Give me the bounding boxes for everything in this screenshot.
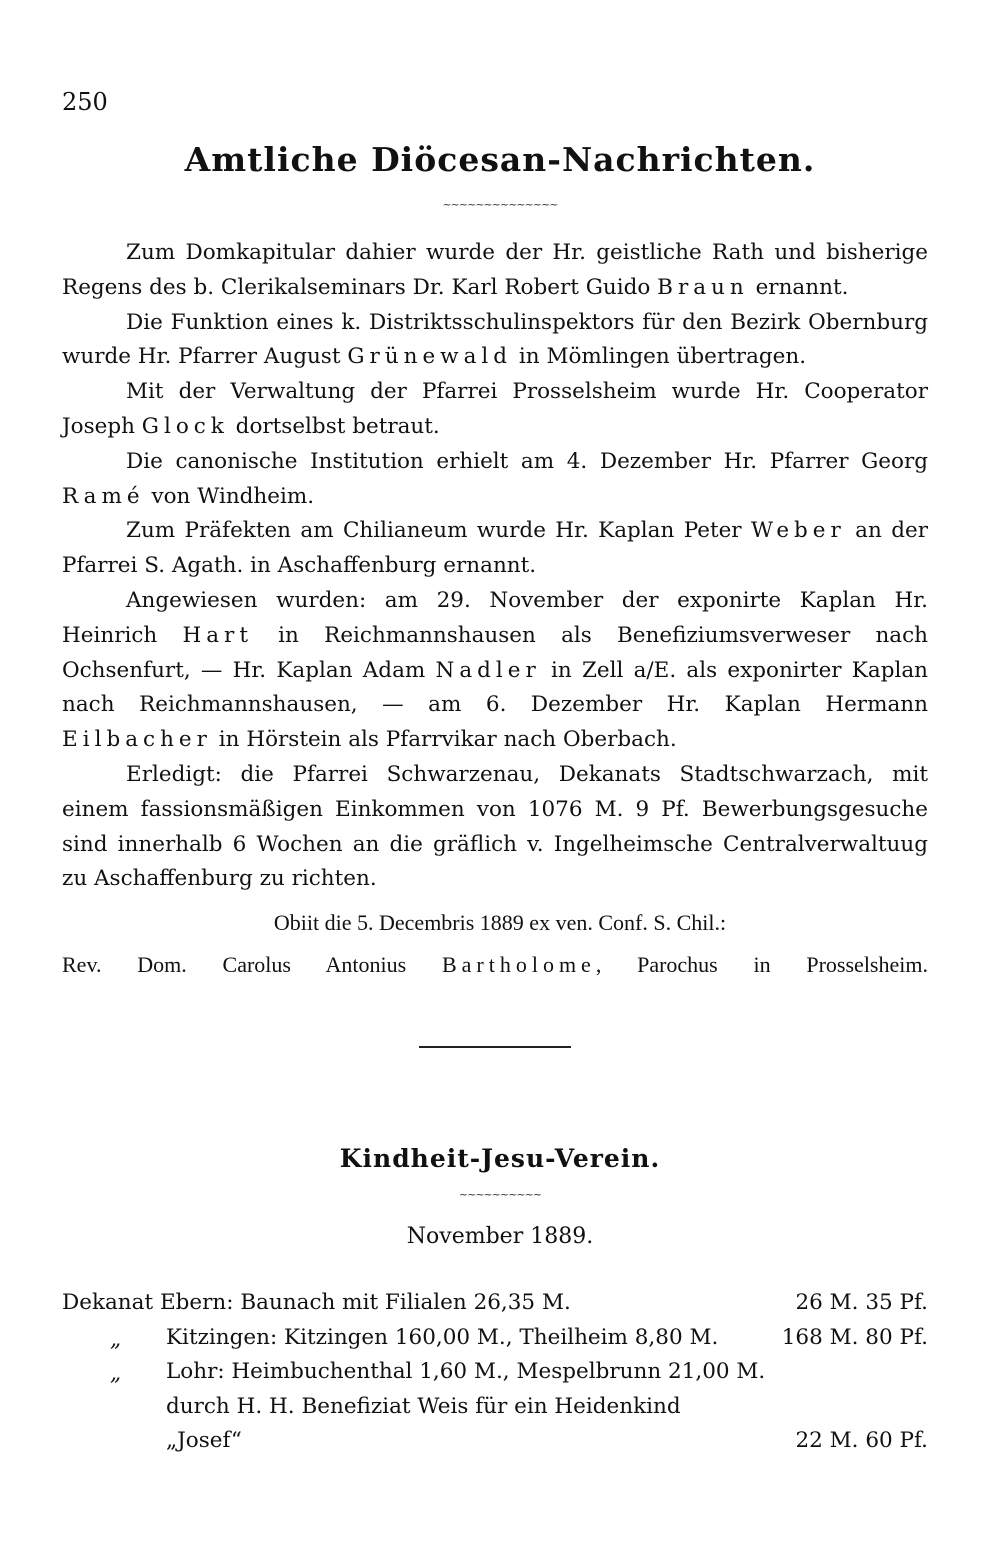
paragraph-pfarrei-prosselsheim (62, 375, 928, 445)
paragraph-canonische-institution (62, 445, 928, 515)
name-spaced: Grünewald (347, 344, 513, 370)
text: Die canonische Institution erhielt am 4. Dezember Hr. Pfarrer Georg (126, 448, 928, 474)
list-item (62, 1390, 928, 1425)
name-spaced: Nadler (435, 657, 541, 683)
text: von Windheim. (144, 483, 315, 509)
text: , Parochus in Prosselsheim. (595, 952, 928, 977)
text: Die Funktion eines k. Distriktsschulinspektors für den Bezirk Obernburg wurde Hr. Pfarrer August (62, 309, 928, 370)
section-title-dioecesan: Amtliche Diöcesan-Nachrichten. (184, 140, 816, 179)
text: Angewiesen wurden: am 29. November der exponirte Kaplan Hr. Heinrich (62, 587, 928, 648)
paragraph-erledigt (62, 758, 928, 897)
text: in Mömlingen übertragen. (512, 344, 807, 370)
obituary-name-line (62, 952, 928, 978)
name-spaced: Weber (750, 518, 846, 544)
donation-text: Kitzingen: Kitzingen 160,00 M., Theilheim 8,80 M. (166, 1324, 719, 1350)
announcements-body (62, 236, 928, 897)
name-spaced: Eilbacher (62, 727, 212, 753)
paragraph-angewiesen (62, 584, 928, 758)
page-number: 250 (62, 88, 108, 116)
ditto-mark: „ (110, 1361, 122, 1386)
paragraph-praefekt-chilianeum (62, 514, 928, 584)
section-divider-rule (419, 1046, 571, 1048)
name-spaced: Bartholome (441, 952, 596, 977)
text: in Zell a/E. als exponirter Kaplan nach Reichmannshausen, — am 6. Dezember Hr. Kaplan Hermann (62, 657, 928, 718)
list-item (62, 1321, 928, 1356)
name-spaced: Braun (657, 274, 749, 300)
text: Mit der Verwaltung der Pfarrei Prosselsheim wurde Hr. Cooperator Joseph (62, 379, 928, 439)
name-spaced: Hart (182, 622, 253, 648)
paragraph-distriktsschulinspektor (62, 306, 928, 376)
paragraph-domkapitular (62, 236, 928, 306)
obiit-line: Obiit die 5. Decembris 1889 ex ven. Conf. S. Chil.: (273, 910, 727, 935)
donation-text: Lohr: Heimbuchenthal 1,60 M., Mespelbrunn 21,00 M. (166, 1359, 766, 1384)
donation-text: durch H. H. Benefiziat Weis für ein Heidenkind (166, 1393, 681, 1419)
text: in Reichmannshausen als Benefiziumsverweser nach Ochsenfurt, — Hr. Kaplan Adam (62, 622, 928, 683)
wavy-divider: ~~~~~~~~~~ (458, 1188, 542, 1201)
text: an der Pfarrei S. Agath. in Aschaffenburg ernannt. (62, 518, 928, 579)
donation-amount: 168 M. 80 Pf. (781, 1324, 928, 1350)
name-spaced: Ramé (62, 483, 145, 509)
wavy-divider: ~~~~~~~~~~~~~~ (442, 198, 558, 211)
text: dortselbst betraut. (228, 413, 440, 439)
text: ernannt. (748, 274, 849, 300)
donation-text: Dekanat Ebern: Baunach mit Filialen 26,35 M. (62, 1290, 571, 1315)
month-heading: November 1889. (406, 1224, 594, 1249)
list-item (62, 1424, 928, 1459)
ditto-mark: „ (110, 1326, 122, 1352)
list-item (62, 1286, 928, 1321)
donation-text: „Josef“ (166, 1428, 242, 1453)
text: in Hörstein als Pfarrvikar nach Oberbach. (211, 727, 677, 753)
name-spaced: Glock (141, 413, 229, 439)
donation-amount: 26 M. 35 Pf. (795, 1290, 928, 1315)
text: Zum Domkapitular dahier wurde der Hr. geistliche Rath und bisherige Regens des b. Clerikalseminars Dr. Karl Robert Guido (62, 240, 928, 300)
list-item (62, 1355, 928, 1390)
text: Zum Präfekten am Chilianeum wurde Hr. Kaplan Peter (126, 518, 751, 544)
section-title-kindheit-jesu: Kindheit-Jesu-Verein. (339, 1144, 661, 1173)
text: Erledigt: die Pfarrei Schwarzenau, Dekanats Stadtschwarzach, mit einem fassionsmäßigen Einkommen von 1076 M. 9 Pf. Bewerbungsgesuche sind innerhalb 6 Wochen an die gräflich v. Ingelheimsche Centralverwaltuug zu Aschaffenburg zu richten. (62, 761, 928, 892)
donation-amount: 22 M. 60 Pf. (795, 1428, 928, 1453)
donations-list (62, 1286, 928, 1459)
text: Rev. Dom. Carolus Antonius (62, 952, 442, 977)
